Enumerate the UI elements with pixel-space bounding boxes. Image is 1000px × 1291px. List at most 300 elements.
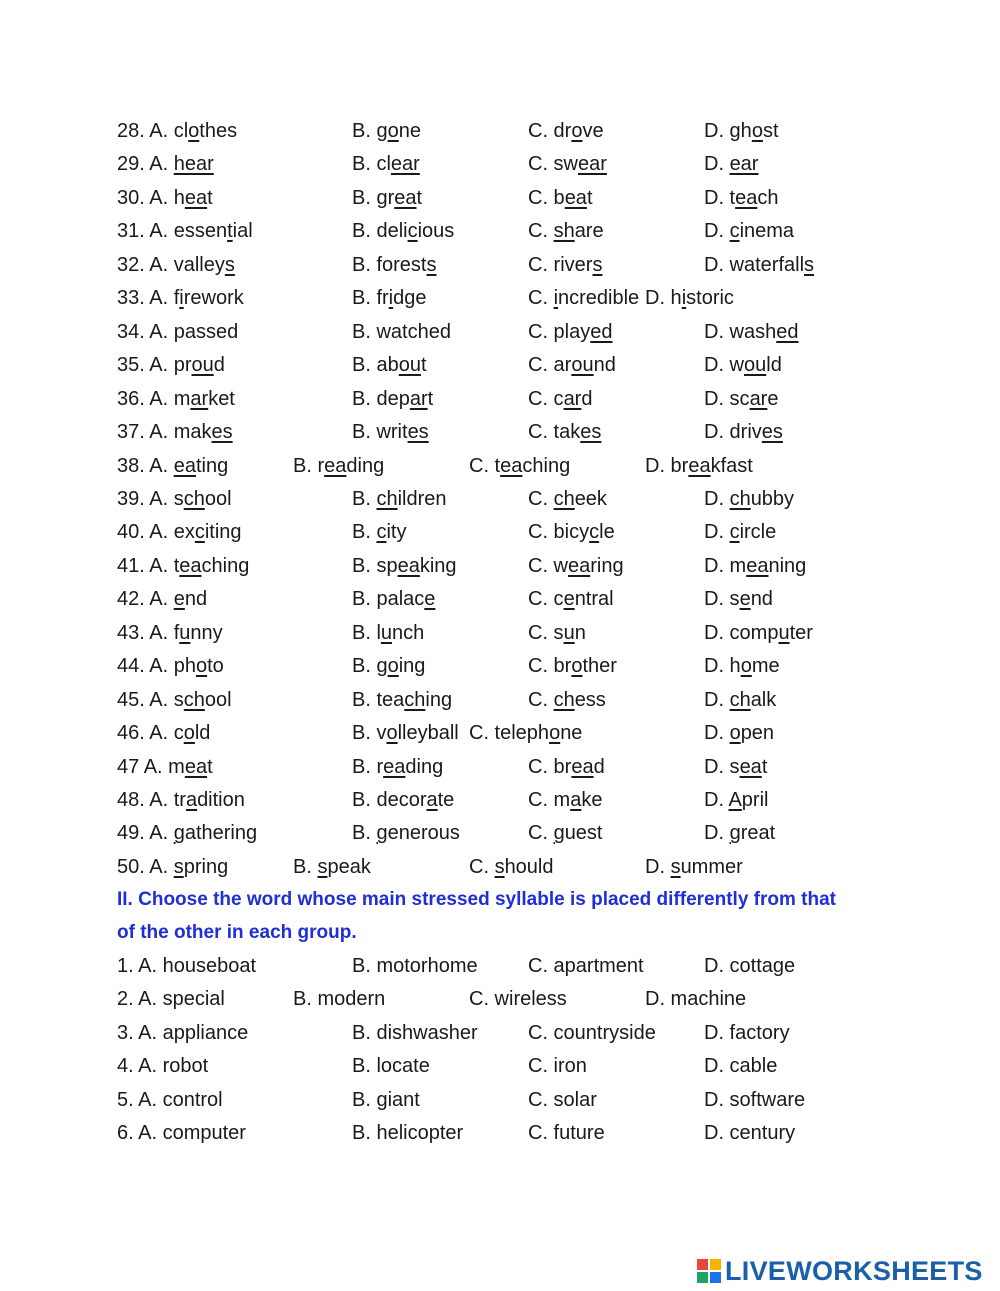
option-text-rest: alk [750, 688, 777, 711]
underlined-part: a [426, 789, 438, 811]
logo-text: LIVEWORKSHEETS [725, 1255, 983, 1286]
option-text: D. h [645, 287, 682, 310]
question-number: 33. [117, 287, 145, 310]
underlined-part: ea [688, 454, 711, 477]
section-heading-line-1: II. Choose the word whose main stressed syllable is placed differently from that [117, 889, 837, 910]
option-c [528, 583, 614, 616]
question-row [0, 349, 1000, 382]
underlined-part: u [380, 621, 393, 644]
underlined-part: g [376, 822, 388, 845]
question-number: 41. [117, 554, 145, 577]
underlined-part: ea [173, 454, 196, 477]
option-text: cl [173, 120, 189, 142]
underlined-part: u [563, 621, 575, 644]
logo-block [710, 1259, 721, 1270]
option-text: B. motorhome [352, 955, 478, 977]
option-text: A. [149, 588, 174, 611]
underlined-part: ea [739, 755, 762, 778]
option-text-rest: nch [392, 621, 425, 644]
underlined-part: ear [729, 153, 759, 176]
underlined-part: ea [735, 186, 758, 209]
option-c [528, 617, 586, 650]
option-c [528, 215, 604, 248]
option-text: A. computer [138, 1122, 246, 1145]
option-b [352, 751, 443, 784]
question-number: 1. [117, 955, 134, 977]
option-text-rest: t [761, 755, 768, 778]
option-d [645, 450, 753, 483]
option-text: B. decor [352, 789, 427, 811]
option-d [704, 751, 767, 784]
underlined-part: g [553, 822, 565, 845]
question-row [0, 684, 1000, 717]
underlined-part: ch [553, 688, 575, 711]
option-text: B. [352, 487, 377, 510]
option-text: C. t [469, 454, 501, 477]
question-number: 28. A. [117, 120, 169, 142]
option-text: D. cable [704, 1055, 778, 1078]
option-c [528, 516, 615, 549]
option-c [528, 383, 592, 416]
option-text: B. dep [352, 387, 410, 410]
underlined-part: u [778, 621, 790, 644]
option-text: A. pr [149, 354, 192, 377]
underlined-part: t [227, 220, 233, 243]
underlined-part: es [211, 421, 233, 444]
option-text: A. valley [149, 253, 225, 276]
option-d [704, 516, 776, 549]
option-a [117, 650, 224, 683]
question-number: 48. [117, 789, 145, 811]
underlined-part: ch [404, 688, 426, 711]
option-text-rest: ubby [750, 487, 795, 510]
option-text: C. [469, 855, 495, 878]
option-text-rest: ke [581, 789, 603, 811]
option-text-rest: iting [204, 521, 242, 544]
option-text: B. r [352, 755, 384, 778]
option-a [117, 983, 225, 1016]
underlined-part: ea [500, 454, 523, 477]
option-c [528, 751, 605, 784]
underlined-part: s [317, 855, 328, 878]
option-text-rest: d [581, 387, 593, 410]
option-text: C. river [528, 253, 593, 276]
question-row [0, 1084, 1000, 1117]
option-text: D. s [704, 755, 740, 778]
underlined-part: u [179, 621, 191, 644]
option-c [528, 416, 601, 449]
underlined-part: o [549, 722, 561, 745]
logo-block [697, 1272, 708, 1283]
option-b [352, 316, 451, 349]
option-d [704, 182, 779, 215]
option-text: D. [704, 688, 730, 711]
option-text: D. cottage [704, 955, 796, 977]
question-number: 29. [117, 153, 145, 176]
underlined-part: o [751, 120, 763, 142]
underlined-part: ear [390, 153, 420, 176]
option-b [352, 383, 433, 416]
option-text: D. [704, 822, 730, 845]
option-c [469, 983, 567, 1016]
option-a [117, 416, 233, 449]
option-text: D. [704, 220, 730, 243]
option-text: A. control [138, 1088, 223, 1111]
option-text: D. [704, 789, 729, 811]
question-row [0, 516, 1000, 549]
option-text: C. br [528, 655, 572, 678]
option-a [117, 316, 238, 349]
question-row [0, 249, 1000, 282]
option-text: A. tr [149, 789, 186, 811]
option-text: A. essen [149, 220, 228, 243]
option-text: A. robot [138, 1055, 209, 1078]
option-c [528, 550, 624, 583]
option-text: B. deli [352, 220, 408, 243]
option-text: A. appliance [138, 1021, 249, 1044]
underlined-part: ea [179, 554, 202, 577]
option-text: D. h [704, 655, 741, 678]
underlined-part: ar [190, 387, 209, 410]
option-text: D. br [645, 454, 689, 477]
option-text: A. [149, 153, 174, 176]
underlined-part: e [173, 588, 185, 611]
option-text: D. m [704, 554, 747, 577]
option-a [117, 1050, 208, 1083]
option-text: B. palac [352, 588, 425, 611]
option-text-rest: ching [201, 554, 250, 577]
question-number: 4. [117, 1055, 134, 1078]
option-text-rest: ncredible [558, 287, 640, 310]
option-text-rest: rework [183, 287, 244, 310]
option-text: A. t [149, 554, 180, 577]
option-a [117, 617, 223, 650]
option-text: B. ab [352, 354, 399, 377]
underlined-part: c [407, 220, 418, 243]
option-b [352, 215, 454, 248]
option-text: C. dr [528, 120, 572, 142]
option-text: D. [704, 487, 730, 510]
question-number: 46. [117, 722, 145, 745]
question-row [0, 983, 1000, 1016]
option-text: A. m [143, 755, 185, 778]
option-d [704, 650, 780, 683]
logo-block [697, 1259, 708, 1270]
option-text-rest: ket [208, 387, 235, 410]
option-a [117, 383, 235, 416]
underlined-part: i [681, 287, 687, 310]
question-number: 39. [117, 487, 145, 510]
question-row [0, 383, 1000, 416]
option-text: B. watched [352, 320, 451, 343]
question-number: 45. [117, 688, 145, 711]
option-text: D. comp [704, 621, 779, 644]
option-b [352, 349, 427, 382]
option-d [704, 1017, 790, 1050]
option-text-rest: nd [593, 354, 616, 377]
option-text: D. [704, 722, 730, 745]
underlined-part: s [804, 253, 815, 276]
option-text: B. gr [352, 186, 395, 209]
option-c [528, 316, 613, 349]
option-c [528, 349, 616, 382]
underlined-part: ou [571, 354, 594, 377]
question-number: 44. [117, 655, 145, 678]
question-number: 2. [117, 988, 134, 1011]
option-a [117, 450, 228, 483]
option-text-rest: nny [190, 621, 223, 644]
option-text: B. [293, 855, 318, 878]
question-row [0, 1050, 1000, 1083]
option-text: C. ar [528, 354, 572, 377]
option-text: A. [149, 855, 174, 878]
option-text: B. dishwasher [352, 1021, 478, 1044]
option-text-rest: ve [582, 120, 604, 142]
option-text-rest: dition [197, 789, 245, 811]
option-text-rest: lleyball [397, 722, 459, 745]
option-text: C. [528, 822, 554, 845]
option-text-rest: kfast [710, 454, 753, 477]
option-b [352, 817, 460, 850]
option-d [704, 817, 775, 850]
option-text: C. play [528, 320, 591, 343]
option-text-rest: t [207, 186, 213, 209]
option-text-rest: ch [757, 186, 779, 209]
underlined-part: ea [746, 554, 769, 577]
option-text-rest: ity [386, 521, 407, 544]
underlined-part: c [589, 521, 600, 544]
option-text-rest: reat [740, 822, 776, 845]
question-number: 3. [117, 1021, 134, 1044]
question-number: 6. [117, 1122, 134, 1145]
underlined-part: ear [578, 153, 607, 176]
underlined-part: s [670, 855, 681, 878]
option-a [117, 516, 242, 549]
option-text-rest: nd [184, 588, 208, 611]
option-a [117, 115, 237, 148]
option-text: C. tak [528, 421, 581, 444]
option-text: A. m [149, 387, 191, 410]
option-text-rest: ne [398, 120, 421, 142]
underlined-part: c [729, 521, 740, 544]
option-d [704, 717, 774, 750]
option-d [704, 148, 758, 181]
option-text-rest: t [427, 387, 434, 410]
option-b [352, 516, 406, 549]
option-c [528, 1084, 597, 1117]
option-text-rest: pen [740, 722, 775, 745]
option-b [352, 148, 420, 181]
option-text-rest: ld [766, 354, 782, 377]
option-d [645, 983, 746, 1016]
option-b [293, 851, 371, 884]
option-text: A. houseboat [138, 955, 257, 977]
underlined-part: ea [394, 186, 417, 209]
option-text: D. t [704, 186, 736, 209]
option-text: C. teleph [469, 722, 550, 745]
option-text: D. waterfall [704, 253, 805, 276]
underlined-part: o [740, 655, 752, 678]
option-a [117, 483, 232, 516]
underlined-part: es [761, 421, 783, 444]
question-row [0, 483, 1000, 516]
option-c [469, 717, 582, 750]
option-text: C. [528, 220, 554, 243]
option-text: C. m [528, 789, 571, 811]
question-row [0, 1117, 1000, 1150]
option-text-rest: hould [504, 855, 554, 878]
question-number: 42. [117, 588, 145, 611]
underlined-part: ea [383, 755, 406, 778]
option-text: D. machine [645, 988, 747, 1011]
underlined-part: c [376, 521, 387, 544]
option-text-rest: to [207, 655, 224, 678]
section-heading [117, 883, 897, 950]
option-c [528, 249, 602, 282]
option-a [117, 784, 245, 817]
option-text-rest: me [751, 655, 780, 678]
option-c [528, 684, 606, 717]
option-d [704, 383, 778, 416]
option-text: B. g [352, 655, 388, 678]
underlined-part: es [580, 421, 602, 444]
underlined-part: s [173, 855, 184, 878]
option-b [352, 784, 454, 817]
option-d [704, 583, 773, 616]
underlined-part: ou [744, 354, 767, 377]
question-number: 5. [117, 1088, 134, 1111]
option-text-rest: d [213, 354, 225, 377]
question-row [0, 450, 1000, 483]
underlined-part: ch [183, 688, 205, 711]
option-b [352, 684, 452, 717]
option-text: A. ph [149, 655, 196, 678]
question-row [0, 717, 1000, 750]
option-text-rest: ntral [574, 588, 614, 611]
underlined-part: g [173, 822, 185, 845]
underlined-part: a [185, 789, 198, 811]
question-row [0, 617, 1000, 650]
option-text-rest: ool [204, 487, 232, 510]
option-text-rest: ircle [739, 521, 777, 544]
question-row [0, 1017, 1000, 1050]
underlined-part: c [194, 521, 205, 544]
question-number: 35. [117, 354, 145, 377]
underlined-part: o [571, 655, 583, 678]
option-text: B. writ [352, 421, 408, 444]
option-text-rest: storic [686, 287, 734, 310]
option-text-rest: dge [393, 287, 427, 310]
underlined-part: ea [571, 755, 594, 778]
question-number: 31. [117, 220, 145, 243]
question-row [0, 316, 1000, 349]
option-text-rest: ildren [397, 487, 447, 510]
underlined-part: es [407, 421, 429, 444]
option-a [117, 950, 256, 983]
option-text-rest: t [207, 755, 213, 778]
option-text: D. century [704, 1122, 796, 1145]
option-text-rest: ious [417, 220, 455, 243]
option-d [704, 249, 814, 282]
option-b [352, 717, 459, 750]
option-a [117, 249, 235, 282]
option-text: A. f [149, 287, 180, 310]
option-b [352, 483, 447, 516]
option-a [117, 851, 228, 884]
option-c [469, 851, 554, 884]
option-text: B. [352, 822, 377, 845]
option-text: B. fr [352, 287, 389, 310]
underlined-part: A [728, 789, 742, 811]
option-text-rest: t [420, 354, 427, 377]
option-d [704, 950, 795, 983]
question-number: 40. [117, 521, 145, 544]
option-text-rest: athering [184, 822, 258, 845]
option-text: C. wireless [469, 988, 567, 1011]
option-text: B. tea [352, 688, 405, 711]
option-text-rest: t [416, 186, 423, 209]
option-text: B. v [352, 722, 387, 745]
underlined-part: ch [553, 487, 575, 510]
option-text: B. helicopter [352, 1122, 464, 1145]
question-row [0, 550, 1000, 583]
option-text-rest: nd [750, 588, 773, 611]
option-d [704, 349, 782, 382]
option-a [117, 1117, 246, 1150]
option-text-rest: ld [194, 722, 211, 745]
underlined-part: s [426, 253, 437, 276]
underlined-part: e [739, 588, 751, 611]
option-text-rest: te [437, 789, 455, 811]
question-row [0, 148, 1000, 181]
option-d [645, 851, 743, 884]
underlined-part: o [183, 722, 195, 745]
question-row [0, 182, 1000, 215]
question-row [0, 817, 1000, 850]
question-row [0, 215, 1000, 248]
underlined-part: ou [398, 354, 421, 377]
option-text-rest: inema [739, 220, 795, 243]
option-text: B. modern [293, 988, 386, 1011]
option-text: D. w [704, 354, 744, 377]
option-text-rest: st [762, 120, 779, 142]
underlined-part: ea [397, 554, 420, 577]
option-c [528, 1117, 605, 1150]
option-text-rest: king [419, 554, 457, 577]
underlined-part: hear [173, 153, 214, 176]
option-text-rest: ial [232, 220, 253, 243]
option-text-rest: ne [560, 722, 583, 745]
option-text: C. w [528, 554, 568, 577]
question-row [0, 282, 1000, 315]
option-b [352, 583, 435, 616]
question-number: 47 [117, 755, 140, 778]
option-text-rest: d [593, 755, 605, 778]
underlined-part: c [729, 220, 740, 243]
option-a [117, 717, 210, 750]
option-text: A. [149, 454, 174, 477]
question-row [0, 851, 1000, 884]
option-a [117, 148, 214, 181]
option-b [352, 1117, 463, 1150]
option-d [704, 215, 794, 248]
option-c [528, 1017, 656, 1050]
underlined-part: sh [553, 220, 575, 243]
option-text-rest: ting [195, 454, 229, 477]
option-text: B. l [352, 621, 381, 644]
underlined-part: o [571, 120, 583, 142]
underlined-part: i [553, 287, 559, 310]
